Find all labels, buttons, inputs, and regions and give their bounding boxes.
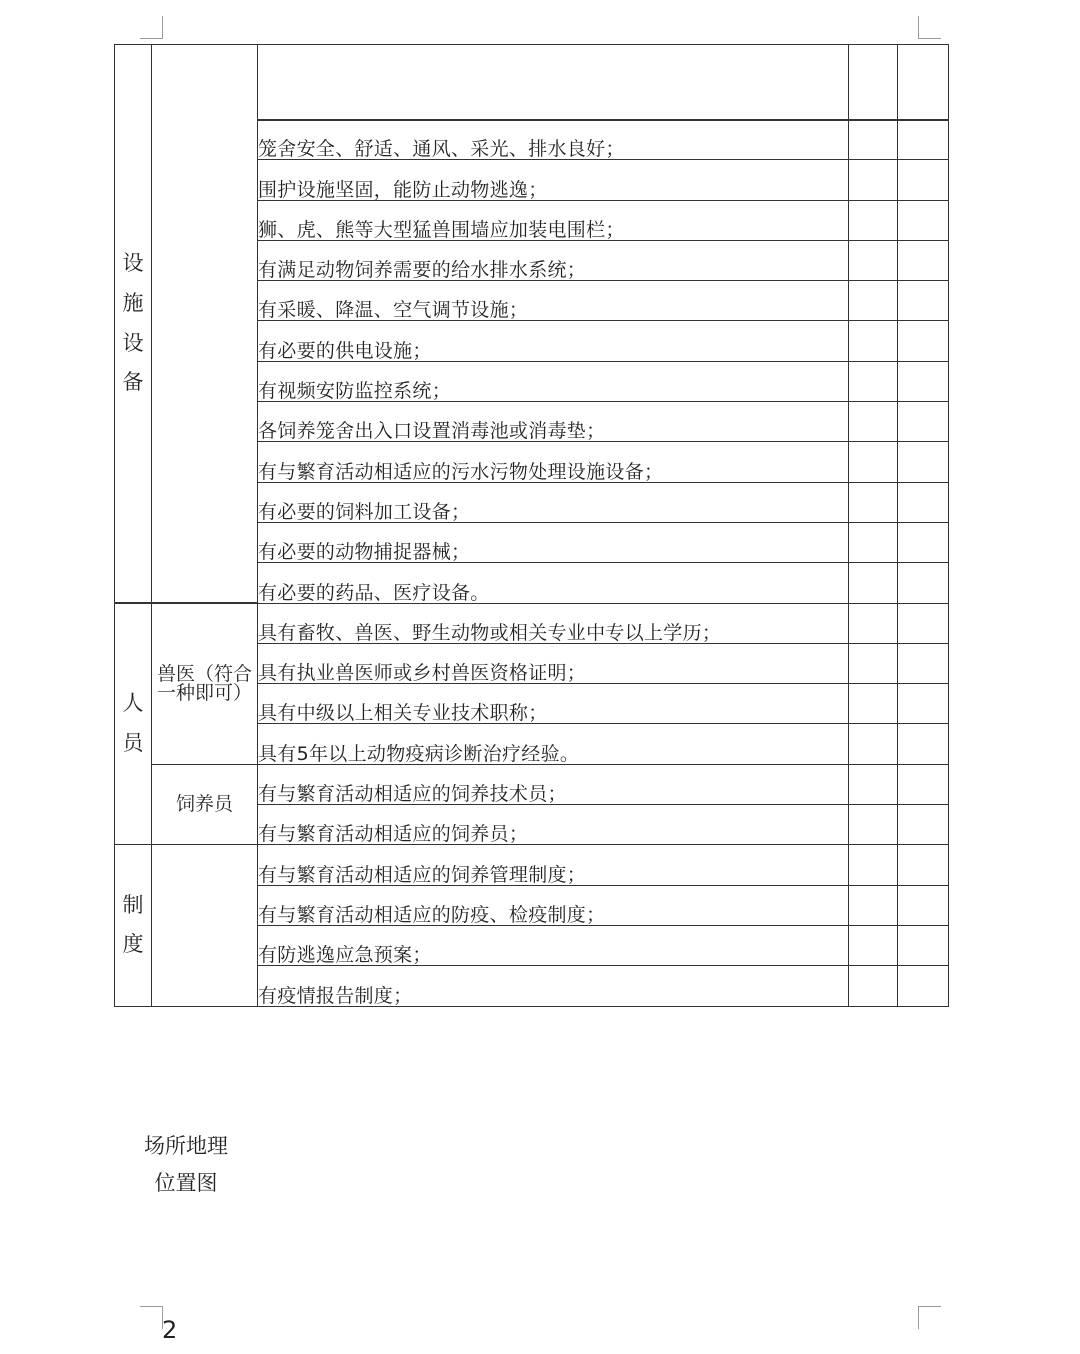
check-cell[interactable] [849,120,898,160]
subcategory-blank [152,45,258,604]
requirement-item: 各饲养笼舍出入口设置消毒池或消毒垫； [258,402,849,442]
check-cell[interactable] [849,966,898,1006]
crop-mark-bottom-left [140,1306,163,1329]
check-cell[interactable] [898,603,949,643]
check-cell[interactable] [849,482,898,522]
check-cell[interactable] [898,482,949,522]
page-number: 2 [162,1316,178,1344]
check-cell[interactable] [898,160,949,200]
check-cell[interactable] [898,321,949,361]
check-cell[interactable] [849,643,898,683]
check-cell[interactable] [849,845,898,885]
check-cell[interactable] [849,805,898,845]
check-cell[interactable] [898,925,949,965]
check-cell[interactable] [849,160,898,200]
table-row [115,764,949,804]
crop-mark-bottom-right [918,1306,941,1329]
requirement-item: 有必要的供电设施； [258,321,849,361]
check-cell[interactable] [898,805,949,845]
table-row [115,845,949,885]
crop-mark-top-right [918,16,941,39]
requirement-item: 有必要的饲料加工设备； [258,482,849,522]
check-cell[interactable] [849,281,898,321]
table-row [115,603,949,643]
check-cell[interactable] [849,764,898,804]
checklist-table [114,44,949,1007]
check-cell[interactable] [849,442,898,482]
check-cell[interactable] [849,603,898,643]
check-cell[interactable] [898,885,949,925]
crop-mark-top-left [140,16,163,39]
check-cell[interactable] [849,522,898,562]
requirement-item: 有满足动物饲养需要的给水排水系统； [258,240,849,280]
check-cell[interactable] [849,885,898,925]
subcategory-blank [152,845,258,1006]
check-cell[interactable] [898,684,949,724]
check-cell[interactable] [898,563,949,603]
check-cell[interactable] [849,200,898,240]
check-cell[interactable] [849,240,898,280]
requirement-item: 有视频安防监控系统； [258,361,849,401]
requirement-item: 有采暖、降温、空气调节设施； [258,281,849,321]
check-cell[interactable] [849,45,898,120]
check-cell[interactable] [898,120,949,160]
header-blank-cell [258,45,849,120]
table-row [115,45,949,120]
requirement-item: 笼舍安全、舒适、通风、采光、排水良好； [258,120,849,160]
requirement-item: 具有畜牧、兽医、野生动物或相关专业中专以上学历； [258,603,849,643]
check-cell[interactable] [898,402,949,442]
check-cell[interactable] [898,724,949,764]
requirement-item: 有与繁育活动相适应的防疫、检疫制度； [258,885,849,925]
requirement-item: 围护设施坚固，能防止动物逃逸； [258,160,849,200]
check-cell[interactable] [898,966,949,1006]
requirement-item: 有防逃逸应急预案； [258,925,849,965]
requirement-item: 有与繁育活动相适应的污水污物处理设施设备； [258,442,849,482]
requirement-item: 有与繁育活动相适应的饲养员； [258,805,849,845]
requirement-item: 有必要的药品、医疗设备。 [258,563,849,603]
check-cell[interactable] [898,522,949,562]
check-cell[interactable] [898,281,949,321]
category-facilities: 设施设备 [115,45,152,604]
check-cell[interactable] [849,724,898,764]
category-system: 制度 [115,845,152,1006]
check-cell[interactable] [849,684,898,724]
check-cell[interactable] [898,45,949,120]
check-cell[interactable] [898,764,949,804]
check-cell[interactable] [898,643,949,683]
requirement-item: 狮、虎、熊等大型猛兽围墙应加装电围栏； [258,200,849,240]
check-cell[interactable] [849,925,898,965]
requirement-item: 具有执业兽医师或乡村兽医资格证明； [258,643,849,683]
requirement-item: 有疫情报告制度； [258,966,849,1006]
requirement-item: 具有5年以上动物疫病诊断治疗经验。 [258,724,849,764]
requirement-item: 有与繁育活动相适应的饲养技术员； [258,764,849,804]
subcategory-vet: 兽医（符合一种即可） [152,603,258,764]
check-cell[interactable] [898,845,949,885]
requirement-item: 有与繁育活动相适应的饲养管理制度； [258,845,849,885]
check-cell[interactable] [849,361,898,401]
check-cell[interactable] [898,240,949,280]
requirement-item: 具有中级以上相关专业技术职称； [258,684,849,724]
check-cell[interactable] [849,321,898,361]
site-map-label: 场所地理位置图 [144,1134,228,1195]
requirement-item: 有必要的动物捕捉器械； [258,522,849,562]
category-personnel: 人员 [115,603,152,845]
check-cell[interactable] [898,442,949,482]
check-cell[interactable] [849,563,898,603]
subcategory-keeper: 饲养员 [152,764,258,845]
check-cell[interactable] [898,200,949,240]
check-cell[interactable] [898,361,949,401]
check-cell[interactable] [849,402,898,442]
